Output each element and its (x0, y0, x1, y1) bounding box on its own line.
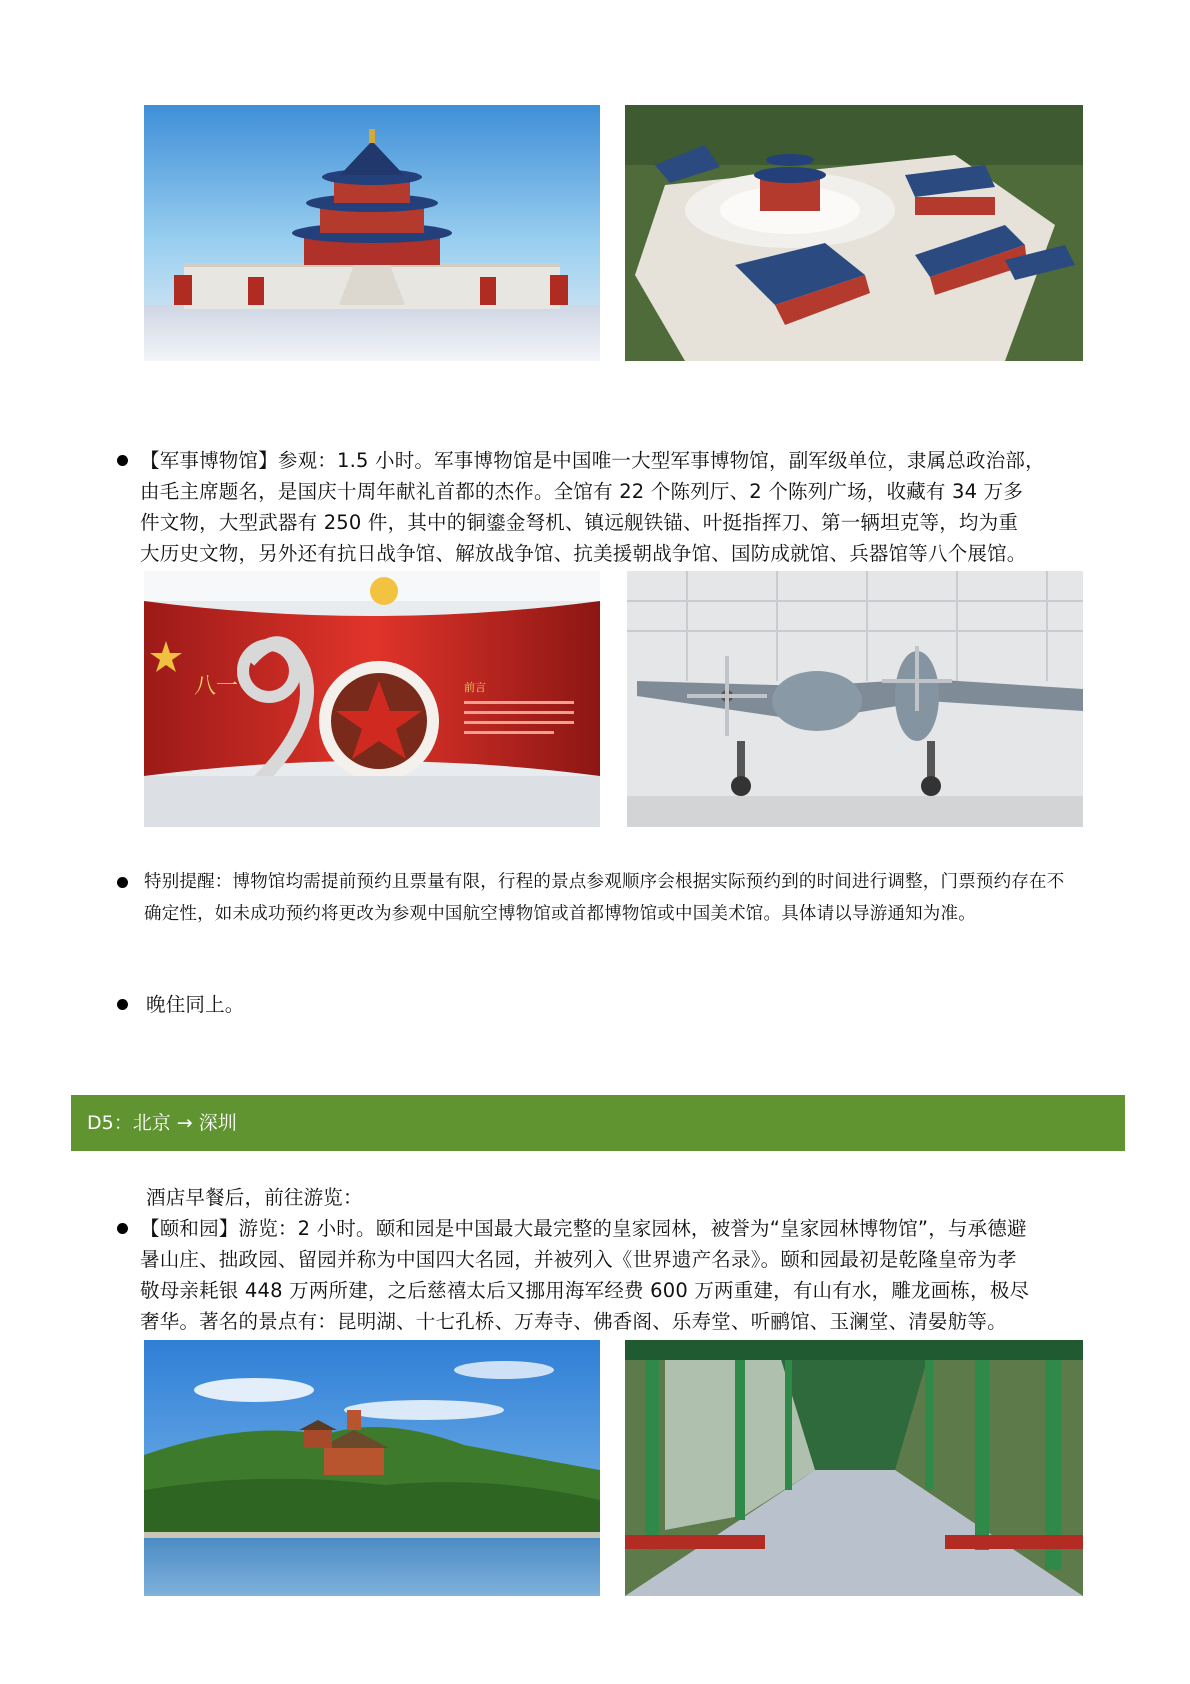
palace-line-3: 敬母亲耗银 448 万两所建，之后慈禧太后又挪用海军经费 600 万两重建，有山有水，雕龙画栋，极尽 (140, 1279, 1030, 1302)
temple-of-heaven-aerial-photo (625, 105, 1083, 361)
bullet-palace (117, 1223, 128, 1234)
note-line-2: 确定性，如未成功预约将更改为参观中国航空博物馆或首都博物馆或中国美术馆。具体请以导游通知为准。 (144, 904, 976, 924)
palace-paragraph (140, 1213, 1100, 1337)
breakfast-text: 酒店早餐后，前往游览： (146, 1186, 363, 1209)
stay-text: 晚住同上。 (146, 993, 245, 1016)
note-paragraph (144, 866, 1104, 930)
temple-of-heaven-front-photo (144, 105, 600, 361)
summer-palace-corridor-photo (625, 1340, 1083, 1596)
military-museum-aircraft-photo (627, 571, 1083, 827)
bullet-museum (117, 455, 128, 466)
exhibit-title: 前言 (464, 681, 486, 694)
day-banner (71, 1095, 1125, 1151)
palace-line-1: 【颐和园】游览：2 小时。颐和园是中国最大最完整的皇家园林，被誉为“皇家园林博物馆”，与承德避 (140, 1217, 1027, 1240)
museum-line-3: 件文物，大型武器有 250 件，其中的铜鎏金弩机、镇远舰铁锚、叶挺指挥刀、第一辆坦克等，均为重 (140, 511, 1019, 534)
museum-line-4: 大历史文物，另外还有抗日战争馆、解放战争馆、抗美援朝战争馆、国防成就馆、兵器馆等八个展馆。 (140, 542, 1027, 565)
museum-line-2: 由毛主席题名，是国庆十周年献礼首都的杰作。全馆有 22 个陈列厅、2 个陈列广场，收藏有 34 万多 (140, 480, 1024, 503)
bullet-stay (117, 999, 128, 1010)
note-line-1: 特别提醒：博物馆均需提前预约且票量有限，行程的景点参观顺序会根据实际预约到的时间进行调整，门票预约存在不 (144, 872, 1065, 892)
museum-paragraph (140, 445, 1100, 569)
summer-palace-lake-photo (144, 1340, 600, 1596)
bullet-note (117, 877, 128, 888)
svg-text:八一: 八一 (194, 674, 239, 699)
military-museum-exhibit-photo (144, 571, 600, 827)
museum-line-1: 【军事博物馆】参观：1.5 小时。军事博物馆是中国唯一大型军事博物馆，副军级单位，隶属总政治部， (140, 449, 1045, 472)
palace-line-4: 奢华。著名的景点有：昆明湖、十七孔桥、万寿寺、佛香阁、乐寿堂、听鹂馆、玉澜堂、清晏舫等。 (140, 1310, 1007, 1333)
day-banner-title: D5：北京 → 深圳 (87, 1112, 237, 1134)
palace-line-2: 暑山庄、拙政园、留园并称为中国四大名园，并被列入《世界遗产名录》。颐和园最初是乾隆皇帝为孝 (140, 1248, 1017, 1271)
